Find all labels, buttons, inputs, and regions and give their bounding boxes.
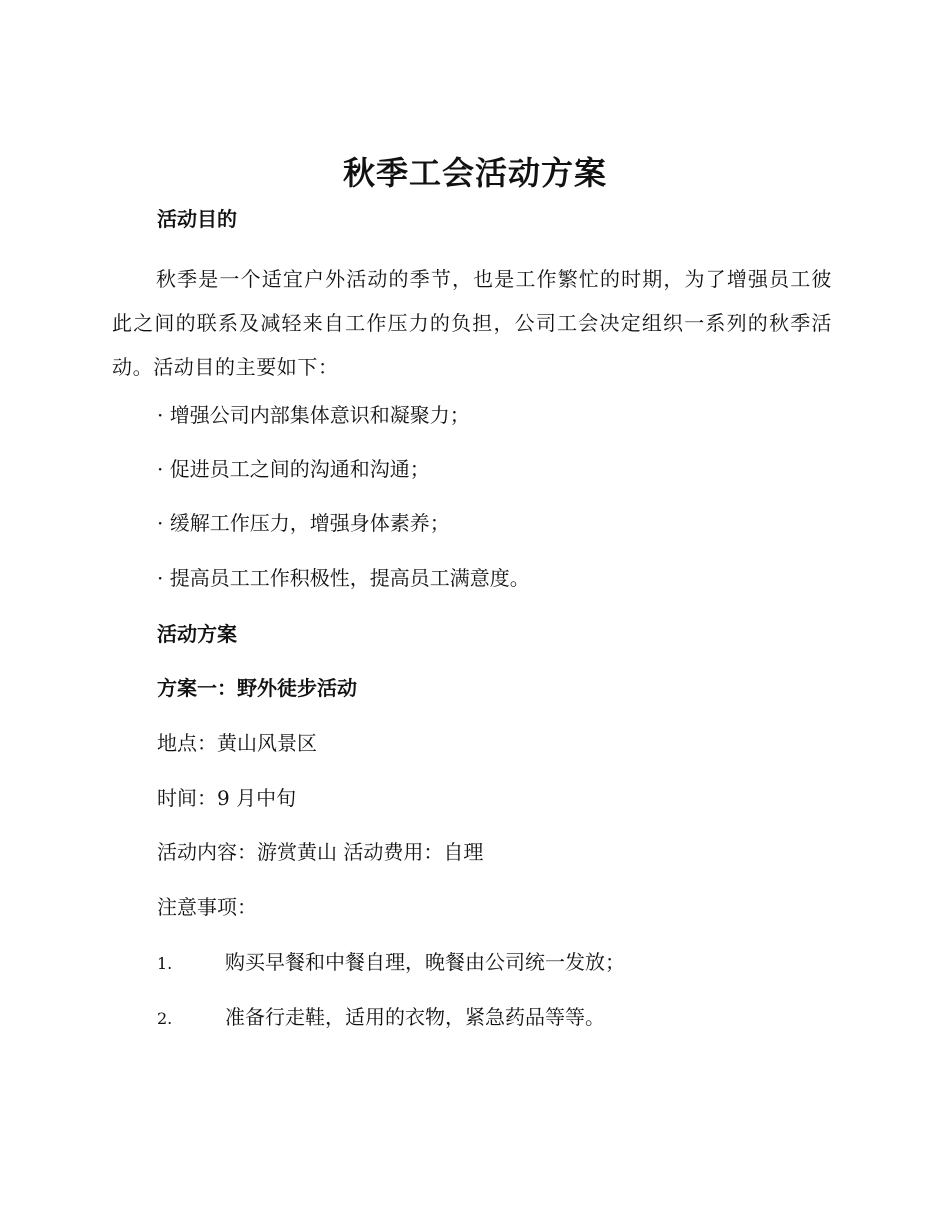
plan-time: 时间：9 月中旬: [157, 786, 297, 810]
plan-one-heading: 方案一：野外徒步活动: [157, 676, 357, 700]
bullet-item: · 提高员工工作积极性，提高员工满意度。: [157, 566, 530, 590]
list-number: 1.: [157, 954, 173, 973]
bullet-item: · 促进员工之间的沟通和沟通；: [157, 457, 430, 481]
plan-notes-label: 注意事项：: [157, 895, 257, 919]
purpose-paragraph: 秋季是一个适宜户外活动的季节，也是工作繁忙的时期，为了增强员工彼此之间的联系及减轻来自工作压力的负担，公司工会决定组织一系列的秋季活动。活动目的主要如下：: [112, 267, 832, 379]
note-item: 准备行走鞋，适用的衣物，紧急药品等等。: [225, 1005, 605, 1029]
note-item: 购买早餐和中餐自理，晚餐由公司统一发放；: [225, 950, 625, 974]
list-number: 2.: [157, 1009, 173, 1028]
plan-location: 地点：黄山风景区: [157, 731, 317, 755]
section-heading-plan: 活动方案: [157, 622, 237, 646]
section-heading-purpose: 活动目的: [157, 207, 237, 231]
plan-content-fee: 活动内容：游赏黄山 活动费用：自理: [157, 840, 484, 864]
bullet-item: · 缓解工作压力，增强身体素养；: [157, 511, 450, 535]
bullet-item: · 增强公司内部集体意识和凝聚力；: [157, 403, 470, 427]
document-title: 秋季工会活动方案: [342, 154, 607, 192]
